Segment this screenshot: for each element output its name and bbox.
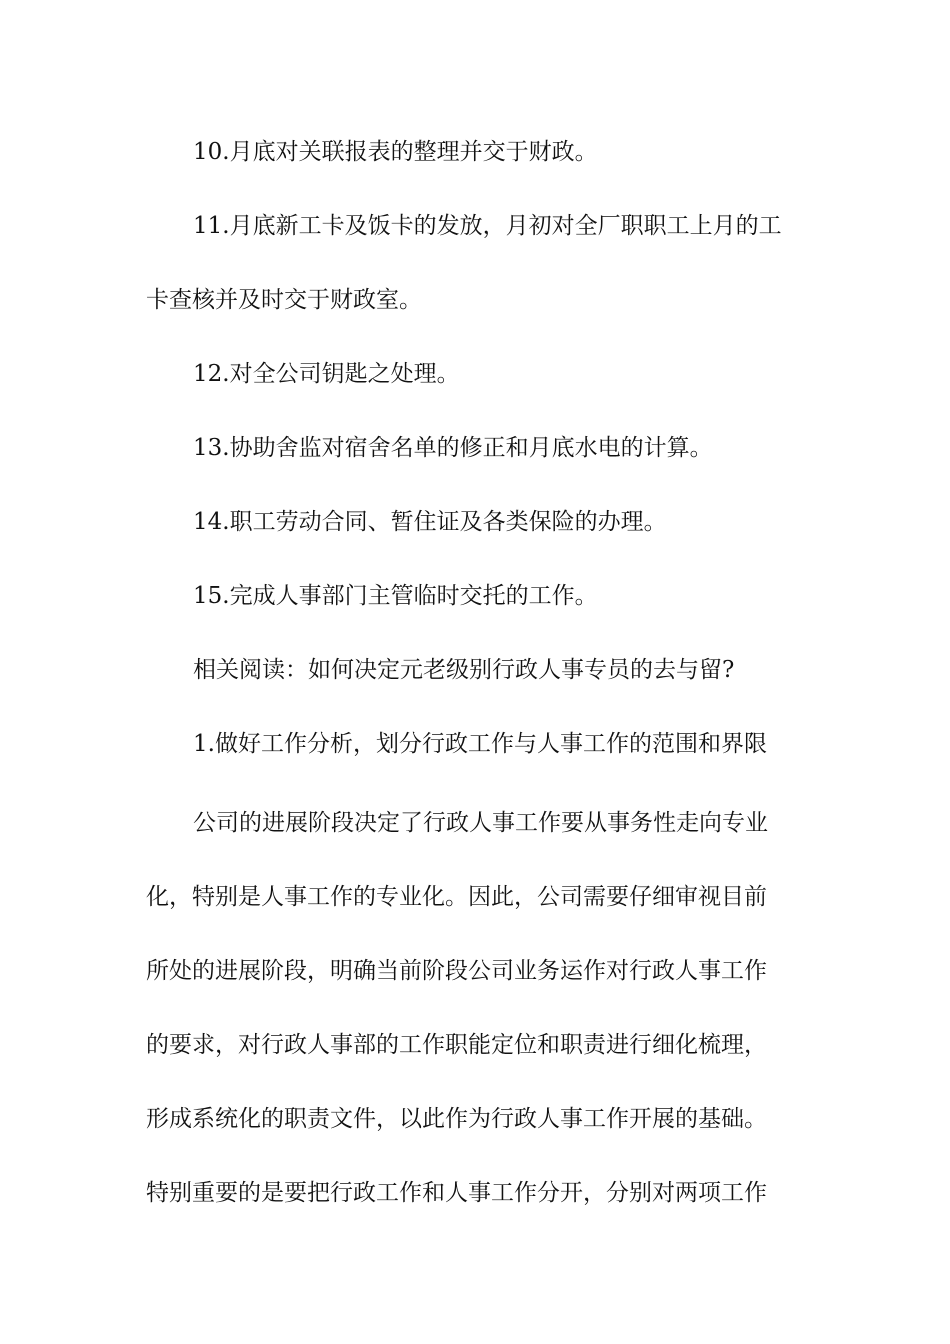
text-line-item-14: 14.职工劳动合同、暂住证及各类保险的办理。 [193, 509, 667, 535]
paragraph-line-2: 化，特别是人事工作的专业化。因此，公司需要仔细审视目前 [146, 884, 767, 910]
paragraph-line-1: 公司的进展阶段决定了行政人事工作要从事务性走向专业 [193, 810, 768, 836]
paragraph-line-3: 所处的进展阶段，明确当前阶段公司业务运作对行政人事工作 [146, 958, 767, 984]
text-line-related-reading: 相关阅读：如何决定元老级别行政人事专员的去与留? [193, 657, 735, 683]
paragraph-line-4: 的要求，对行政人事部的工作职能定位和职责进行细化梳理， [146, 1032, 767, 1058]
text-line-section-1-heading: 1.做好工作分析，划分行政工作与人事工作的范围和界限 [193, 731, 767, 757]
paragraph-line-6: 特别重要的是要把行政工作和人事工作分开，分别对两项工作 [146, 1180, 767, 1206]
text-line-item-11-cont: 卡查核并及时交于财政室。 [146, 287, 422, 313]
text-line-item-12: 12.对全公司钥匙之处理。 [193, 361, 460, 387]
text-line-item-13: 13.协助舍监对宿舍名单的修正和月底水电的计算。 [193, 435, 713, 461]
text-line-item-11: 11.月底新工卡及饭卡的发放，月初对全厂职职工上月的工 [193, 213, 782, 239]
text-line-item-10: 10.月底对关联报表的整理并交于财政。 [193, 139, 598, 165]
text-line-item-15: 15.完成人事部门主管临时交托的工作。 [193, 583, 598, 609]
paragraph-line-5: 形成系统化的职责文件，以此作为行政人事工作开展的基础。 [146, 1106, 767, 1132]
